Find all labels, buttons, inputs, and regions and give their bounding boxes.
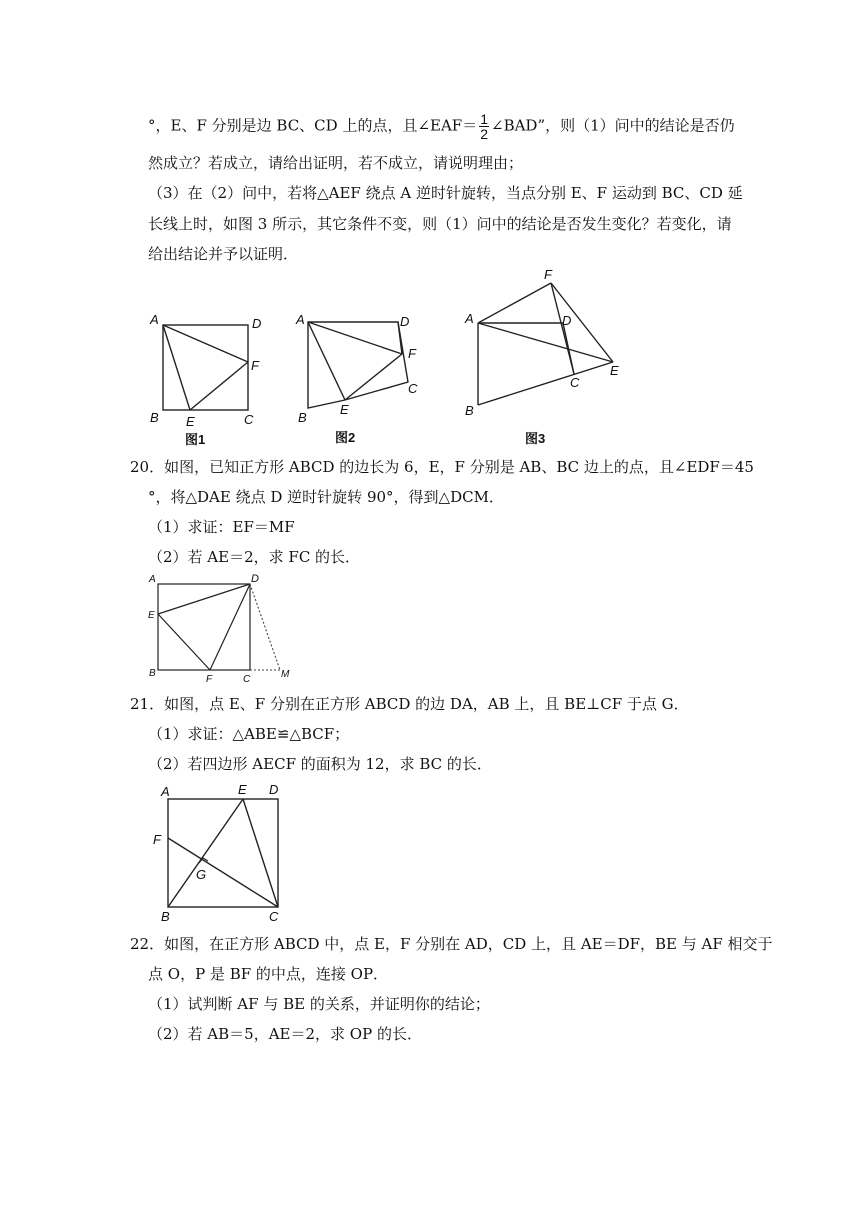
q22-line-4: （2）若 AB＝5，AE＝2，求 OP 的长． bbox=[148, 1025, 422, 1043]
q19-line-1 bbox=[148, 112, 735, 141]
fig1-label-C: C bbox=[244, 412, 254, 427]
q21-label-F: F bbox=[153, 832, 161, 847]
q19-line-3: （3）在（2）问中，若将△AEF 绕点 A 逆时针旋转，当点分别 E、F 运动到 BC、CD 延 bbox=[148, 184, 743, 202]
fig2-label-B: B bbox=[298, 410, 307, 425]
fraction-half bbox=[479, 112, 489, 141]
fig3-label-D: D bbox=[562, 313, 572, 328]
fig1-label-E: E bbox=[186, 414, 195, 429]
fig2-label-C: C bbox=[408, 381, 418, 396]
figure-q20 bbox=[140, 570, 300, 685]
figure-3 bbox=[460, 265, 640, 450]
q22-line-3: （1）试判断 AF 与 BE 的关系，并证明你的结论； bbox=[148, 995, 490, 1013]
q22-line-2: 点 O，P 是 BF 的中点，连接 OP． bbox=[148, 965, 389, 983]
q19-line-1a: °，E、F 分别是边 BC、CD 上的点，且∠EAF＝ bbox=[148, 116, 478, 135]
fig2-label-A: A bbox=[296, 312, 305, 327]
q21-line-2: （1）求证：△ABE≌△BCF； bbox=[148, 725, 350, 743]
q19-line-5: 给出结论并予以证明． bbox=[148, 245, 299, 263]
fig2-label-E: E bbox=[340, 402, 349, 417]
q20-line-3: （1）求证：EF＝MF bbox=[148, 518, 295, 536]
fig3-label-B: B bbox=[465, 403, 474, 418]
q21-label-E: E bbox=[238, 782, 247, 797]
q20-line-1: 20．如图，已知正方形 ABCD 的边长为 6，E，F 分别是 AB、BC 边上的点，且∠EDF＝45 bbox=[130, 458, 754, 476]
fig3-caption: 图3 bbox=[525, 431, 546, 446]
fig3-label-F: F bbox=[544, 267, 552, 282]
fig1-label-D: D bbox=[252, 316, 262, 331]
q21-line-1: 21．如图，点 E、F 分别在正方形 ABCD 的边 DA，AB 上，且 BE⊥CF 于点 G． bbox=[130, 695, 689, 713]
q20-label-D: D bbox=[251, 573, 259, 585]
fig3-label-C: C bbox=[570, 375, 580, 390]
q21-label-D: D bbox=[269, 782, 279, 797]
q20-label-E: E bbox=[148, 610, 155, 621]
q20-label-M: M bbox=[281, 669, 290, 680]
fraction-denominator: 2 bbox=[480, 126, 488, 142]
fraction-numerator: 1 bbox=[480, 111, 488, 127]
fig3-label-A: A bbox=[465, 311, 474, 326]
q19-line-2: 然成立？若成立，请给出证明，若不成立，请说明理由； bbox=[148, 154, 524, 172]
fig1-label-B: B bbox=[150, 410, 159, 425]
q20-label-F: F bbox=[206, 674, 213, 685]
q21-label-C: C bbox=[269, 909, 279, 924]
figure-q21 bbox=[145, 780, 295, 925]
q19-line-4: 长线上时，如图 3 所示，其它条件不变，则（1）问中的结论是否发生变化？若变化，请 bbox=[148, 215, 732, 233]
q22-line-1: 22．如图，在正方形 ABCD 中，点 E，F 分别在 AD，CD 上，且 AE＝DF，BE 与 AF 相交于 bbox=[130, 935, 773, 953]
fig3-label-E: E bbox=[610, 363, 619, 378]
fig2-label-D: D bbox=[400, 314, 410, 329]
q20-label-B: B bbox=[149, 668, 156, 679]
figure-1 bbox=[140, 310, 280, 450]
q21-label-B: B bbox=[161, 909, 170, 924]
fig2-label-F: F bbox=[408, 346, 416, 361]
fig2-caption: 图2 bbox=[335, 430, 356, 445]
q21-label-A: A bbox=[161, 784, 170, 799]
fig1-label-F: F bbox=[251, 358, 259, 373]
q20-label-C: C bbox=[243, 674, 251, 685]
figure-2 bbox=[290, 310, 440, 450]
q19-line-1b: ∠BAD”，则（1）问中的结论是否仍 bbox=[491, 116, 735, 135]
q20-label-A: A bbox=[149, 574, 156, 585]
q20-line-4: （2）若 AE＝2，求 FC 的长． bbox=[148, 548, 361, 566]
fig1-caption: 图1 bbox=[185, 432, 206, 447]
fig1-label-A: A bbox=[150, 312, 159, 327]
q21-label-G: G bbox=[196, 867, 207, 882]
q20-line-2: °，将△DAE 绕点 D 逆时针旋转 90°，得到△DCM． bbox=[148, 488, 504, 506]
q21-line-3: （2）若四边形 AECF 的面积为 12，求 BC 的长． bbox=[148, 755, 492, 773]
